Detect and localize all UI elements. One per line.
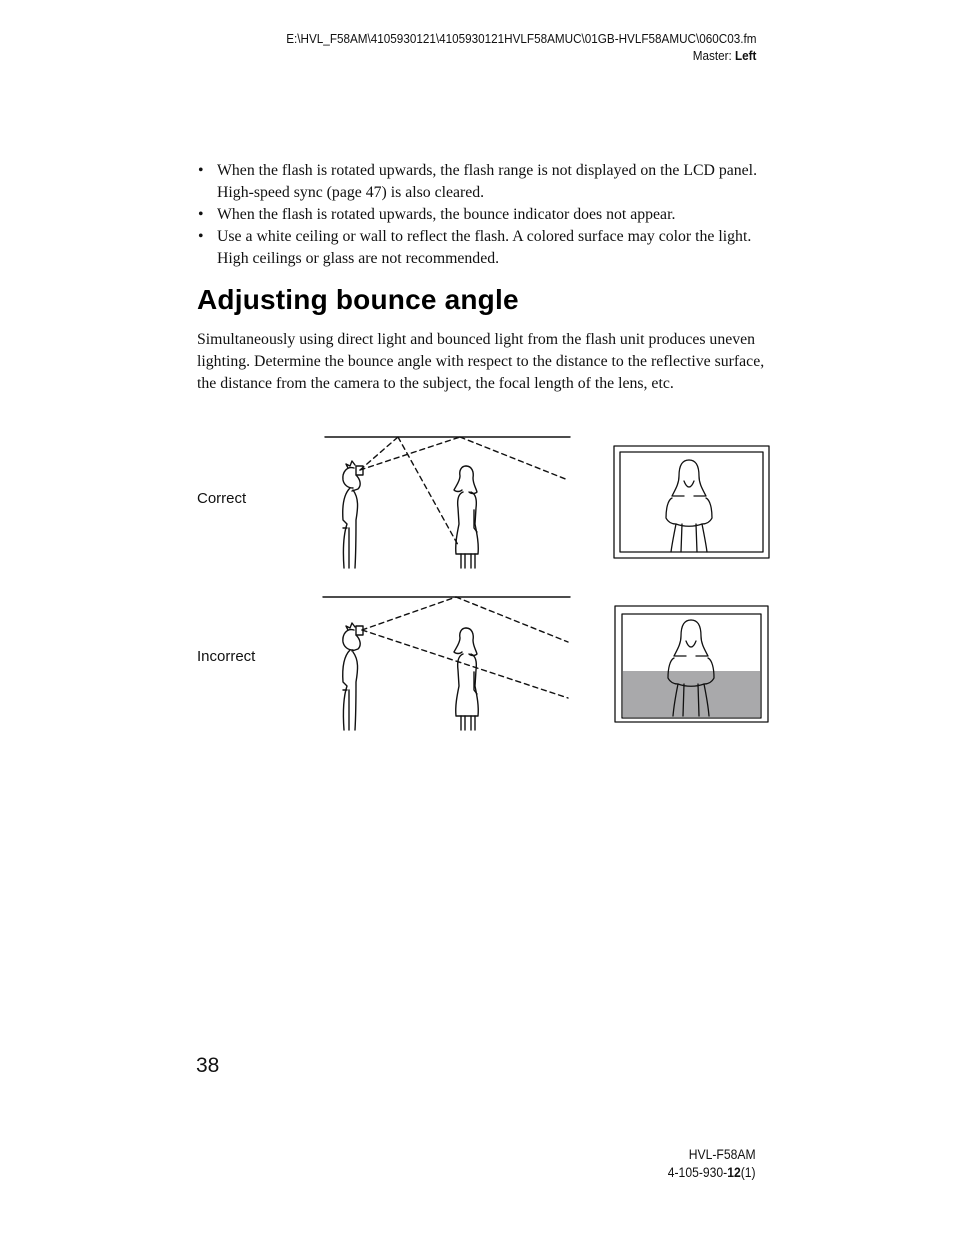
- page-number: 38: [196, 1054, 220, 1077]
- incorrect-bounce-diagram: [318, 592, 580, 737]
- document-code: [668, 1164, 756, 1182]
- subject-figure: [454, 466, 478, 568]
- list-item: [198, 226, 778, 270]
- frame-outer: [614, 446, 769, 558]
- correct-label: Correct: [197, 490, 247, 507]
- notes-list: [198, 160, 778, 270]
- incorrect-label: Incorrect: [197, 648, 256, 665]
- list-item: [198, 204, 778, 226]
- code-bold: 12: [727, 1165, 742, 1180]
- photographer-figure: [343, 461, 363, 568]
- portrait-figure: [666, 460, 712, 552]
- list-item: [198, 160, 778, 204]
- file-header: [286, 30, 756, 64]
- incorrect-result-frame: [613, 604, 773, 726]
- section-paragraph: Simultaneously using direct light and bounced light from the flash unit produces uneven lighting. Determine the bounce angle with respect to the distance to the reflective surface, the distance from the camera to the subject, the focal length of the lens, etc.: [197, 331, 765, 392]
- light-path: [360, 437, 568, 545]
- photographer-figure: [343, 623, 363, 730]
- subject-figure: [454, 628, 478, 730]
- bullet-symbol: •: [198, 228, 204, 245]
- file-path: E:\HVL_F58AM\4105930121\4105930121HVLF58AMUC\01GB-HVLF58AMUC\060C03.fm: [285, 31, 756, 46]
- master-line: [286, 47, 756, 64]
- code-suffix: (1): [741, 1165, 756, 1180]
- master-label: Master:: [692, 48, 735, 63]
- bullet-symbol: •: [198, 206, 204, 223]
- note-text: Use a white ceiling or wall to reflect the flash. A colored surface may color the light. High ceilings or glass are not recommended.: [217, 228, 752, 267]
- light-path: [362, 597, 568, 698]
- underexposed-shadow: [623, 671, 760, 717]
- bullet-symbol: •: [198, 162, 204, 179]
- note-text: When the flash is rotated upwards, the flash range is not displayed on the LCD panel. High-speed sync (page 47) is also cleared.: [217, 162, 758, 201]
- model-name: HVL-F58AM: [689, 1147, 756, 1162]
- correct-result-frame: [612, 444, 774, 562]
- master-value: Left: [734, 48, 756, 63]
- document-footer: [668, 1146, 756, 1182]
- correct-bounce-diagram: [320, 430, 580, 575]
- frame-inner: [620, 452, 763, 552]
- section-heading: Adjusting bounce angle: [197, 284, 519, 315]
- note-text: When the flash is rotated upwards, the bounce indicator does not appear.: [217, 206, 676, 223]
- code-prefix: 4-105-930-: [668, 1165, 728, 1180]
